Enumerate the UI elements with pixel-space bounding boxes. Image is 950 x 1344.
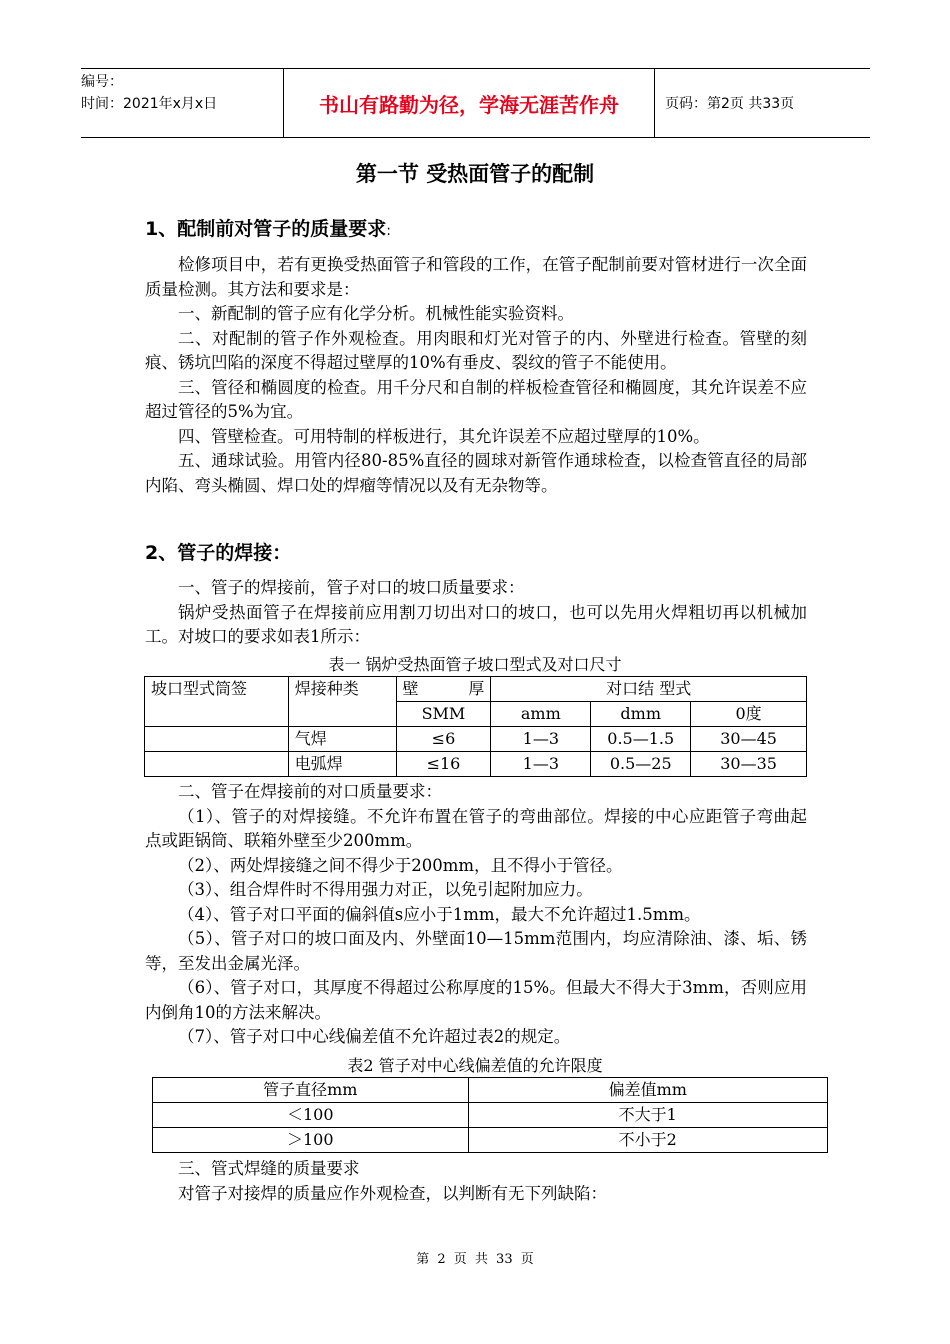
heading-text: 1、配制前对管子的质量要求 [145, 218, 387, 240]
paragraph: 二、管子在焊接前的对口质量要求： [178, 782, 442, 801]
time-label: 时间：2021年x月x日 [81, 96, 218, 112]
table-cell: 1—3 [491, 752, 591, 777]
number-label: 编号： [81, 74, 123, 90]
paragraph: 检修项目中，若有更换受热面管子和管段的工作，在管子配制前要对管材进行一次全面质量检测。其方法和要求是： [145, 255, 807, 299]
table-row [153, 1103, 828, 1128]
paragraph: 三、管径和椭圆度的检查。用千分尺和自制的样板检查管径和椭圆度，其允许误差不应超过管径的5%为宜。 [145, 377, 807, 421]
header-cell-group: 对口结 型式 [491, 677, 807, 702]
header-meta [81, 69, 281, 139]
paragraph: 对管子对接焊的质量应作外观检查，以判断有无下列缺陷： [178, 1183, 607, 1203]
table-cell: ≤6 [396, 727, 491, 752]
page-header [81, 68, 870, 138]
header-cell-weld: 焊接种类 [288, 677, 396, 727]
paragraph: （6）、管子对口，其厚度不得超过公称厚度的15%。但最大不得大于3mm，否则应用内倒角10的方法来解决。 [145, 978, 807, 1022]
section1-body [145, 253, 807, 498]
table-row [145, 752, 807, 777]
section2-body-a [145, 576, 807, 650]
section-title: 第一节 受热面管子的配制 [355, 162, 595, 186]
table-cell: ＜100 [153, 1103, 469, 1128]
table-cell: 不小于2 [468, 1128, 827, 1153]
table-cell: ＞100 [153, 1128, 469, 1153]
paragraph: （5）、管子对口的坡口面及内、外壁面10—15mm范围内，均应清除油、漆、垢、锈等，至发出金属光泽。 [145, 929, 807, 973]
table-row [153, 1128, 828, 1153]
subheader-cell: dmm [591, 702, 691, 727]
paragraph: （7）、管子对口中心线偏差值不允许超过表2的规定。 [178, 1027, 571, 1046]
header-cell-type: 坡口型式筒签 [145, 677, 289, 727]
paragraph: 锅炉受热面管子在焊接前应用割刀切出对口的坡口，也可以先用火焊粗切再以机械加工。对坡口的要求如表1所示： [145, 602, 807, 646]
subheader-cell: 0度 [691, 702, 807, 727]
paragraph: （1）、管子的对焊接缝。不允许布置在管子的弯曲部位。焊接的中心应距管子弯曲起点或距锅筒、联箱外壁至少200mm。 [145, 806, 807, 850]
table-cell: 不大于1 [468, 1103, 827, 1128]
header-page-info: 页码：第2页 共33页 [665, 96, 795, 112]
paragraph: 五、通球试验。用管内径80-85%直径的圆球对新管作通球检查，以检查管直径的局部内陷、弯头椭圆、焊口处的焊瘤等情况以及有无杂物等。 [145, 451, 807, 495]
table-cell: 0.5—1.5 [591, 727, 691, 752]
table-cell: ≤16 [396, 752, 491, 777]
header-cell: 管子直径mm [153, 1078, 469, 1103]
paragraph: 一、管子的焊接前，管子对口的坡口质量要求： [178, 578, 525, 597]
table-cell: 电弧焊 [288, 752, 396, 777]
paragraph: 二、对配制的管子作外观检查。用肉眼和灯光对管子的内、外壁进行检查。管壁的刻痕、锈坑凹陷的深度不得超过壁厚的10%有垂皮、裂纹的管子不能使用。 [145, 328, 807, 372]
table-cell: 1—3 [491, 727, 591, 752]
table-cell: 30—35 [691, 752, 807, 777]
table-cell [145, 727, 289, 752]
paragraph: （2）、两处焊接缝之间不得少于200mm，且不得小于管径。 [178, 855, 623, 875]
paragraph: 四、管壁检查。可用特制的样板进行，其允许误差不应超过壁厚的10%。 [178, 426, 710, 446]
table-centerline-deviation [152, 1077, 828, 1153]
table-cell: 气焊 [288, 727, 396, 752]
paragraph: 三、管式焊缝的质量要求 [178, 1159, 360, 1178]
table-cell: 30—45 [691, 727, 807, 752]
wall-label-b: 厚 [468, 679, 485, 698]
wall-label-a: 壁 [402, 679, 419, 698]
page-footer: 第 2 页 共 33 页 [416, 1252, 534, 1267]
table-cell: 0.5—25 [591, 752, 691, 777]
table-header-row [145, 677, 807, 702]
table-header-row [153, 1078, 828, 1103]
heading-quality-requirements [145, 214, 391, 241]
paragraph: 一、新配制的管子应有化学分析。机械性能实验资料。 [178, 304, 574, 323]
table-row [145, 727, 807, 752]
section2-body-c [145, 1157, 807, 1206]
section2-body-b [145, 780, 807, 1050]
table-bevel-dimensions [144, 676, 807, 777]
subheader-cell: amm [491, 702, 591, 727]
paragraph: （4）、管子对口平面的偏斜值s应小于1mm，最大不允许超过1.5mm。 [178, 904, 701, 924]
table1-caption: 表一 锅炉受热面管子坡口型式及对口尺寸 [328, 655, 622, 674]
heading-colon: : [386, 223, 391, 239]
header-cell: 偏差值mm [468, 1078, 827, 1103]
paragraph: （3）、组合焊件时不得用强力对正，以免引起附加应力。 [178, 880, 593, 899]
table2-caption: 表2 管子对中心线偏差值的允许限度 [347, 1056, 603, 1075]
heading-welding: 2、管子的焊接： [145, 542, 292, 564]
header-motto: 书山有路勤为径，学海无涯苦作舟 [283, 69, 655, 137]
table-cell [145, 752, 289, 777]
header-cell-wall-unit: SMM [396, 702, 491, 727]
header-cell-wall [396, 677, 491, 702]
